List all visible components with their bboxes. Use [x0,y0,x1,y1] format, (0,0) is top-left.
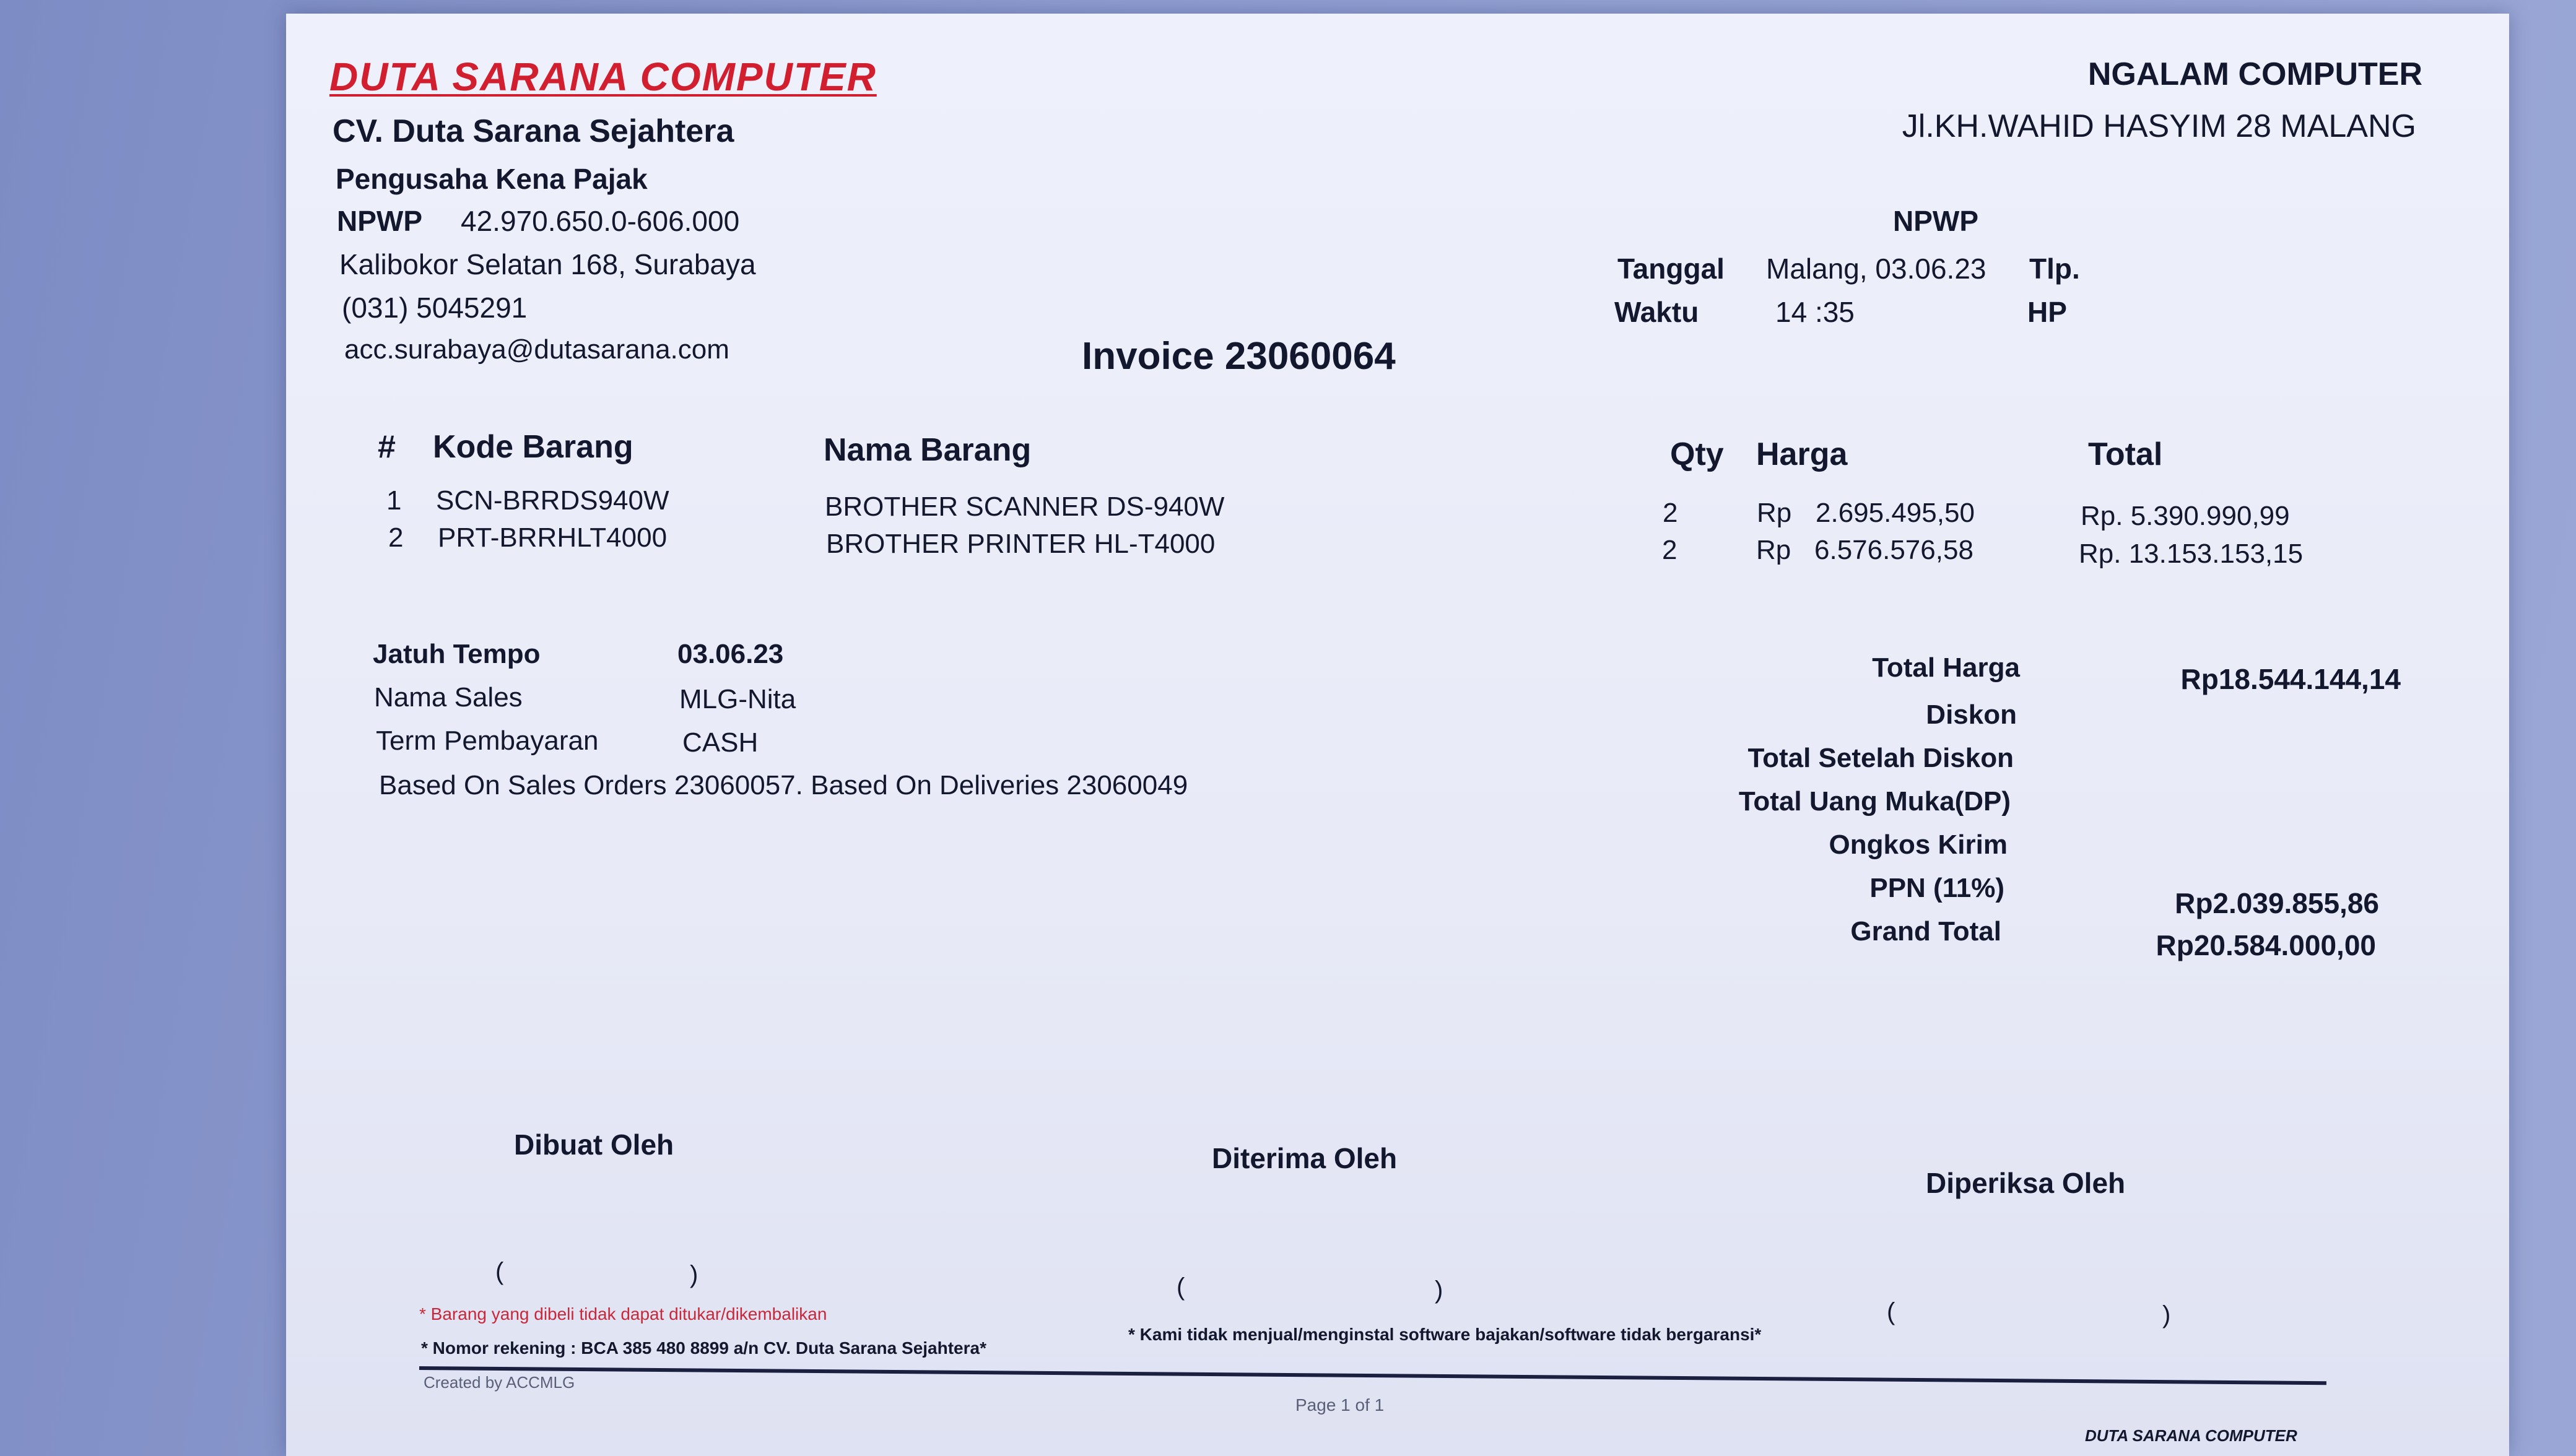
setelah-diskon-label: Total Setelah Diskon [1747,743,2014,773]
invoice-paper [286,14,2509,1456]
col-header-name: Nama Barang [824,432,1032,468]
col-header-code: Kode Barang [433,429,633,465]
footer-note-account: * Nomor rekening : BCA 385 480 8899 a/n CV. Duta Sarana Sejahtera* [421,1338,986,1358]
created-by: Created by ACCMLG [424,1373,575,1392]
based-on-text: Based On Sales Orders 23060057. Based On Deliveries 23060049 [379,770,1188,800]
hp-label: HP [2027,296,2067,328]
tanggal-value: Malang, 03.06.23 [1766,253,1986,285]
signature-open-bracket: ( [1177,1273,1185,1301]
signature-open-bracket: ( [1887,1298,1895,1325]
tlp-label: Tlp. [2029,253,2080,285]
company-email: acc.surabaya@dutasarana.com [344,334,729,365]
footer-brand: DUTA SARANA COMPUTER [2085,1426,2297,1445]
ppn-value: Rp2.039.855,86 [2175,887,2379,919]
brand-logo-text: DUTA SARANA COMPUTER [329,54,877,99]
customer-address: Jl.KH.WAHID HASYIM 28 MALANG [1902,108,2416,144]
footer-note-exchange: * Barang yang dibeli tidak dapat ditukar/dikembalikan [419,1304,827,1324]
col-header-num: # [378,429,396,465]
jatuh-tempo-label: Jatuh Tempo [373,639,541,669]
signature-open-bracket: ( [495,1258,504,1285]
row-code: PRT-BRRHLT4000 [438,522,668,553]
footer-note-software: * Kami tidak menjual/menginstal software bajakan/software tidak bergaransi* [1128,1325,1762,1344]
ongkos-kirim-label: Ongkos Kirim [1829,830,2008,860]
row-num: 2 [388,522,404,553]
diperiksa-oleh-label: Diperiksa Oleh [1926,1167,2126,1199]
sales-value: MLG-Nita [679,684,796,714]
row-total: Rp. 5.390.990,99 [2081,501,2290,531]
customer-npwp-label: NPWP [1893,205,1978,237]
company-name: CV. Duta Sarana Sejahtera [333,113,734,149]
grand-total-value: Rp20.584.000,00 [2156,929,2376,961]
col-header-qty: Qty [1670,436,1724,472]
grand-total-label: Grand Total [1850,916,2001,947]
row-currency: Rp [1757,498,1792,528]
row-name: BROTHER PRINTER HL-T4000 [826,529,1216,559]
signature-close-bracket: ) [2162,1301,2171,1328]
npwp-value: 42.970.650.0-606.000 [461,205,740,237]
waktu-value: 14 :35 [1775,296,1855,328]
signature-close-bracket: ) [1435,1276,1443,1304]
total-harga-label: Total Harga [1872,652,2020,683]
row-currency: Rp [1756,535,1791,565]
invoice-title: Invoice 23060064 [1082,335,1396,378]
company-address: Kalibokor Selatan 168, Surabaya [339,248,756,280]
col-header-price: Harga [1756,436,1848,472]
company-phone: (031) 5045291 [342,292,528,324]
row-qty: 2 [1663,498,1678,528]
waktu-label: Waktu [1614,296,1699,328]
dibuat-oleh-label: Dibuat Oleh [514,1129,674,1161]
tanggal-label: Tanggal [1617,253,1725,285]
total-harga-value: Rp18.544.144,14 [2180,663,2401,695]
term-label: Term Pembayaran [376,726,599,756]
term-value: CASH [682,727,759,758]
diskon-label: Diskon [1926,700,2017,730]
npwp-label: NPWP [337,205,422,237]
row-name: BROTHER SCANNER DS-940W [825,492,1225,522]
footer-divider [419,1366,2326,1385]
customer-name: NGALAM COMPUTER [2087,56,2422,92]
pkp-label: Pengusaha Kena Pajak [336,163,648,195]
jatuh-tempo-value: 03.06.23 [677,639,784,669]
uang-muka-label: Total Uang Muka(DP) [1738,786,2011,817]
sales-label: Nama Sales [374,682,523,713]
row-price: 2.695.495,50 [1816,498,1975,528]
row-total: Rp. 13.153.153,15 [2079,539,2304,569]
row-price: 6.576.576,58 [1814,535,1973,565]
page-number: Page 1 of 1 [1295,1395,1385,1415]
row-qty: 2 [1662,535,1677,565]
diterima-oleh-label: Diterima Oleh [1212,1142,1398,1174]
row-num: 1 [386,485,402,516]
col-header-total: Total [2088,436,2163,472]
signature-close-bracket: ) [690,1261,698,1288]
ppn-label: PPN (11%) [1869,873,2004,903]
row-code: SCN-BRRDS940W [436,485,669,516]
